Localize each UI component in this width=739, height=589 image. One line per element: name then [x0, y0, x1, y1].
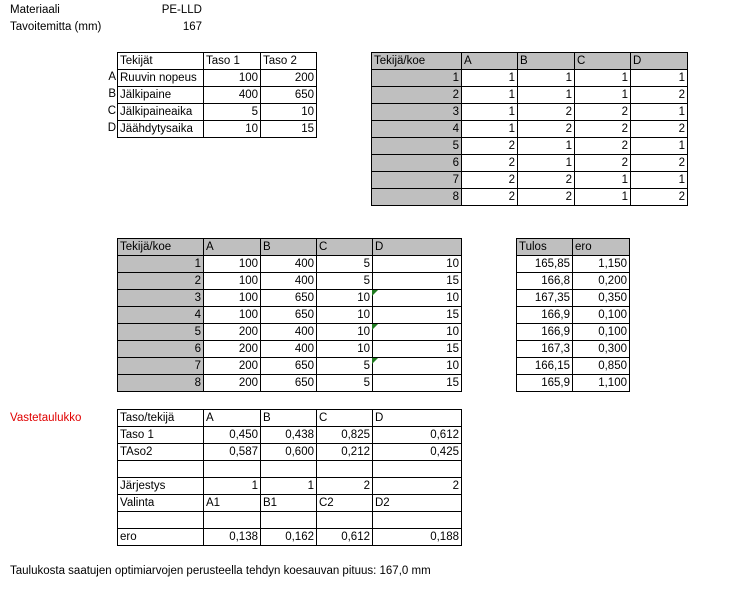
cell: 1	[462, 104, 518, 121]
material-value: PE-LLD	[161, 4, 202, 16]
diff-cell: 0,100	[573, 324, 630, 341]
cell: 2	[518, 104, 575, 121]
run-number: 3	[118, 290, 204, 307]
table-row	[118, 256, 462, 273]
table-row	[118, 478, 462, 495]
table-row	[118, 529, 462, 546]
cell: 400	[261, 273, 317, 290]
cell: 0,600	[261, 444, 317, 461]
table-row	[118, 495, 462, 512]
response-table-title: Vastetaulukko	[10, 412, 82, 424]
target-value: 167	[182, 21, 202, 33]
table-row	[118, 273, 462, 290]
cell: 10	[373, 358, 462, 375]
header-cell: C	[317, 410, 373, 427]
table-row	[118, 121, 317, 138]
header-cell: Tekijä/koe	[118, 239, 204, 256]
cell: 650	[261, 290, 317, 307]
cell: 2	[462, 155, 518, 172]
factor-name: Jälkipaine	[118, 87, 204, 104]
diff-cell: 1,150	[573, 256, 630, 273]
header-cell: Taso 2	[261, 53, 317, 70]
table-row	[118, 307, 462, 324]
empty-cell	[118, 512, 204, 529]
header-cell: A	[462, 53, 518, 70]
cell: 400	[261, 341, 317, 358]
run-number: 5	[118, 324, 204, 341]
table-row	[517, 341, 630, 358]
cell: 1	[575, 189, 631, 206]
cell: 2	[575, 155, 631, 172]
factor-name: Jälkipaineaika	[118, 104, 204, 121]
level-2: 10	[261, 104, 317, 121]
cell: 200	[204, 375, 261, 392]
target-label: Tavoitemitta (mm)	[10, 21, 102, 33]
factor-letter: B	[108, 88, 116, 100]
row-label: TAso2	[118, 444, 204, 461]
run-number: 4	[372, 121, 462, 138]
cell: 2	[518, 121, 575, 138]
row-label: Taso 1	[118, 427, 204, 444]
table-row	[517, 358, 630, 375]
run-number: 5	[372, 138, 462, 155]
level-1: 400	[204, 87, 261, 104]
cell: B1	[261, 495, 317, 512]
table-row	[118, 70, 317, 87]
cell: 0,825	[317, 427, 373, 444]
level-2: 15	[261, 121, 317, 138]
table-row	[517, 307, 630, 324]
empty-cell	[261, 461, 317, 478]
cell: 1	[462, 87, 518, 104]
cell: 5	[317, 273, 373, 290]
table-row	[372, 53, 688, 70]
cell: 1	[631, 104, 688, 121]
table-row	[118, 358, 462, 375]
result-cell: 166,9	[517, 324, 573, 341]
table-row	[118, 53, 317, 70]
cell: 2	[575, 104, 631, 121]
conclusion-text: Taulukosta saatujen optimiarvojen perusteella tehdyn koesauvan pituus: 167,0 mm	[10, 565, 431, 577]
empty-cell	[373, 461, 462, 478]
table-row	[372, 87, 688, 104]
cell: 0,450	[204, 427, 261, 444]
cell: 1	[518, 70, 575, 87]
run-number: 1	[118, 256, 204, 273]
level-2: 650	[261, 87, 317, 104]
header-cell: D	[631, 53, 688, 70]
cell: 200	[204, 341, 261, 358]
table-row	[118, 341, 462, 358]
table-row	[517, 256, 630, 273]
header-cell: Taso/tekijä	[118, 410, 204, 427]
table-row	[118, 104, 317, 121]
cell: 650	[261, 307, 317, 324]
cell: 1	[631, 70, 688, 87]
cell: 5	[317, 375, 373, 392]
cell: 100	[204, 307, 261, 324]
cell: 0,612	[317, 529, 373, 546]
run-number: 6	[372, 155, 462, 172]
row-label: Järjestys	[118, 478, 204, 495]
table-row	[118, 290, 462, 307]
table-row	[372, 189, 688, 206]
design-matrix-table	[371, 52, 688, 206]
cell: 1	[204, 478, 261, 495]
table-row	[517, 290, 630, 307]
cell: 1	[631, 138, 688, 155]
diff-cell: 1,100	[573, 375, 630, 392]
result-cell: 166,9	[517, 307, 573, 324]
cell: 200	[204, 358, 261, 375]
cell: 2	[462, 138, 518, 155]
table-row	[118, 427, 462, 444]
cell: 10	[317, 341, 373, 358]
cell: 0,587	[204, 444, 261, 461]
table-row	[118, 375, 462, 392]
table-row	[118, 461, 462, 478]
table-row	[118, 87, 317, 104]
cell: 10	[373, 290, 462, 307]
cell: 2	[462, 172, 518, 189]
cell: 2	[631, 87, 688, 104]
cell: 100	[204, 290, 261, 307]
cell: 1	[631, 172, 688, 189]
cell: 1	[575, 70, 631, 87]
row-label: ero	[118, 529, 204, 546]
diff-cell: 0,100	[573, 307, 630, 324]
level-2: 200	[261, 70, 317, 87]
factor-letter: C	[107, 105, 116, 117]
cell: 10	[317, 307, 373, 324]
run-number: 3	[372, 104, 462, 121]
cell: 2	[631, 155, 688, 172]
cell: 10	[373, 256, 462, 273]
cell: 0,612	[373, 427, 462, 444]
cell: 2	[317, 478, 373, 495]
cell: 0,425	[373, 444, 462, 461]
cell: 1	[575, 87, 631, 104]
run-number: 8	[118, 375, 204, 392]
table-row	[372, 138, 688, 155]
cell: 10	[317, 324, 373, 341]
comment-flag-icon[interactable]	[372, 324, 378, 330]
table-row	[372, 104, 688, 121]
run-number: 1	[372, 70, 462, 87]
run-number: 2	[118, 273, 204, 290]
level-1: 5	[204, 104, 261, 121]
level-1: 10	[204, 121, 261, 138]
empty-cell	[373, 512, 462, 529]
cell: 2	[373, 478, 462, 495]
cell: 400	[261, 256, 317, 273]
runs-table	[117, 238, 462, 392]
cell: 1	[518, 138, 575, 155]
cell: 10	[373, 324, 462, 341]
table-row	[517, 324, 630, 341]
cell: 650	[261, 375, 317, 392]
cell: 1	[518, 155, 575, 172]
cell: C2	[317, 495, 373, 512]
cell: 15	[373, 307, 462, 324]
cell: 1	[575, 172, 631, 189]
result-cell: 166,8	[517, 273, 573, 290]
table-row	[517, 375, 630, 392]
level-1: 100	[204, 70, 261, 87]
cell: 2	[462, 189, 518, 206]
cell: 2	[631, 189, 688, 206]
header-cell: D	[373, 239, 462, 256]
table-row	[372, 155, 688, 172]
cell: 200	[204, 324, 261, 341]
header-cell: ero	[573, 239, 630, 256]
factor-letter: D	[107, 122, 116, 134]
row-label: Valinta	[118, 495, 204, 512]
cell: 0,212	[317, 444, 373, 461]
header-cell: B	[518, 53, 575, 70]
cell: A1	[204, 495, 261, 512]
factor-name: Ruuvin nopeus	[118, 70, 204, 87]
cell: 2	[518, 172, 575, 189]
results-table	[516, 238, 630, 392]
diff-cell: 0,300	[573, 341, 630, 358]
run-number: 7	[372, 172, 462, 189]
run-number: 6	[118, 341, 204, 358]
diff-cell: 0,850	[573, 358, 630, 375]
table-row	[372, 172, 688, 189]
empty-cell	[317, 461, 373, 478]
cell: 0,188	[373, 529, 462, 546]
cell: D2	[373, 495, 462, 512]
cell: 2	[575, 121, 631, 138]
cell: 2	[631, 121, 688, 138]
empty-cell	[204, 461, 261, 478]
cell: 650	[261, 358, 317, 375]
empty-cell	[204, 512, 261, 529]
cell: 2	[575, 138, 631, 155]
cell: 5	[317, 256, 373, 273]
empty-cell	[317, 512, 373, 529]
cell: 1	[261, 478, 317, 495]
diff-cell: 0,350	[573, 290, 630, 307]
result-cell: 167,35	[517, 290, 573, 307]
material-label: Materiaali	[10, 4, 60, 16]
cell: 1	[518, 87, 575, 104]
header-cell: Tekijä/koe	[372, 53, 462, 70]
result-cell: 165,85	[517, 256, 573, 273]
header-cell: A	[204, 239, 261, 256]
header-cell: A	[204, 410, 261, 427]
cell: 0,162	[261, 529, 317, 546]
header-cell: B	[261, 410, 317, 427]
header-cell: C	[317, 239, 373, 256]
header-cell: Tekijät	[118, 53, 204, 70]
comment-flag-icon[interactable]	[372, 358, 378, 364]
cell: 100	[204, 256, 261, 273]
factors-table	[117, 52, 317, 138]
factor-letter: A	[108, 71, 116, 83]
cell: 1	[462, 70, 518, 87]
cell: 0,438	[261, 427, 317, 444]
cell: 5	[317, 358, 373, 375]
run-number: 2	[372, 87, 462, 104]
table-row	[118, 444, 462, 461]
cell: 100	[204, 273, 261, 290]
header-cell: D	[373, 410, 462, 427]
cell: 2	[518, 189, 575, 206]
response-table	[117, 409, 462, 546]
result-cell: 167,3	[517, 341, 573, 358]
cell: 10	[317, 290, 373, 307]
empty-cell	[118, 461, 204, 478]
table-row	[118, 239, 462, 256]
empty-cell	[261, 512, 317, 529]
table-row	[118, 324, 462, 341]
cell: 400	[261, 324, 317, 341]
table-row	[118, 410, 462, 427]
cell: 15	[373, 273, 462, 290]
cell: 0,138	[204, 529, 261, 546]
header-cell: C	[575, 53, 631, 70]
table-row	[118, 512, 462, 529]
table-row	[372, 121, 688, 138]
result-cell: 166,15	[517, 358, 573, 375]
table-row	[517, 239, 630, 256]
header-cell: Tulos	[517, 239, 573, 256]
comment-flag-icon[interactable]	[372, 290, 378, 296]
table-row	[517, 273, 630, 290]
run-number: 7	[118, 358, 204, 375]
header-cell: Taso 1	[204, 53, 261, 70]
factor-name: Jäähdytysaika	[118, 121, 204, 138]
table-row	[372, 70, 688, 87]
run-number: 4	[118, 307, 204, 324]
header-cell: B	[261, 239, 317, 256]
cell: 1	[462, 121, 518, 138]
diff-cell: 0,200	[573, 273, 630, 290]
result-cell: 165,9	[517, 375, 573, 392]
cell: 15	[373, 341, 462, 358]
run-number: 8	[372, 189, 462, 206]
cell: 15	[373, 375, 462, 392]
